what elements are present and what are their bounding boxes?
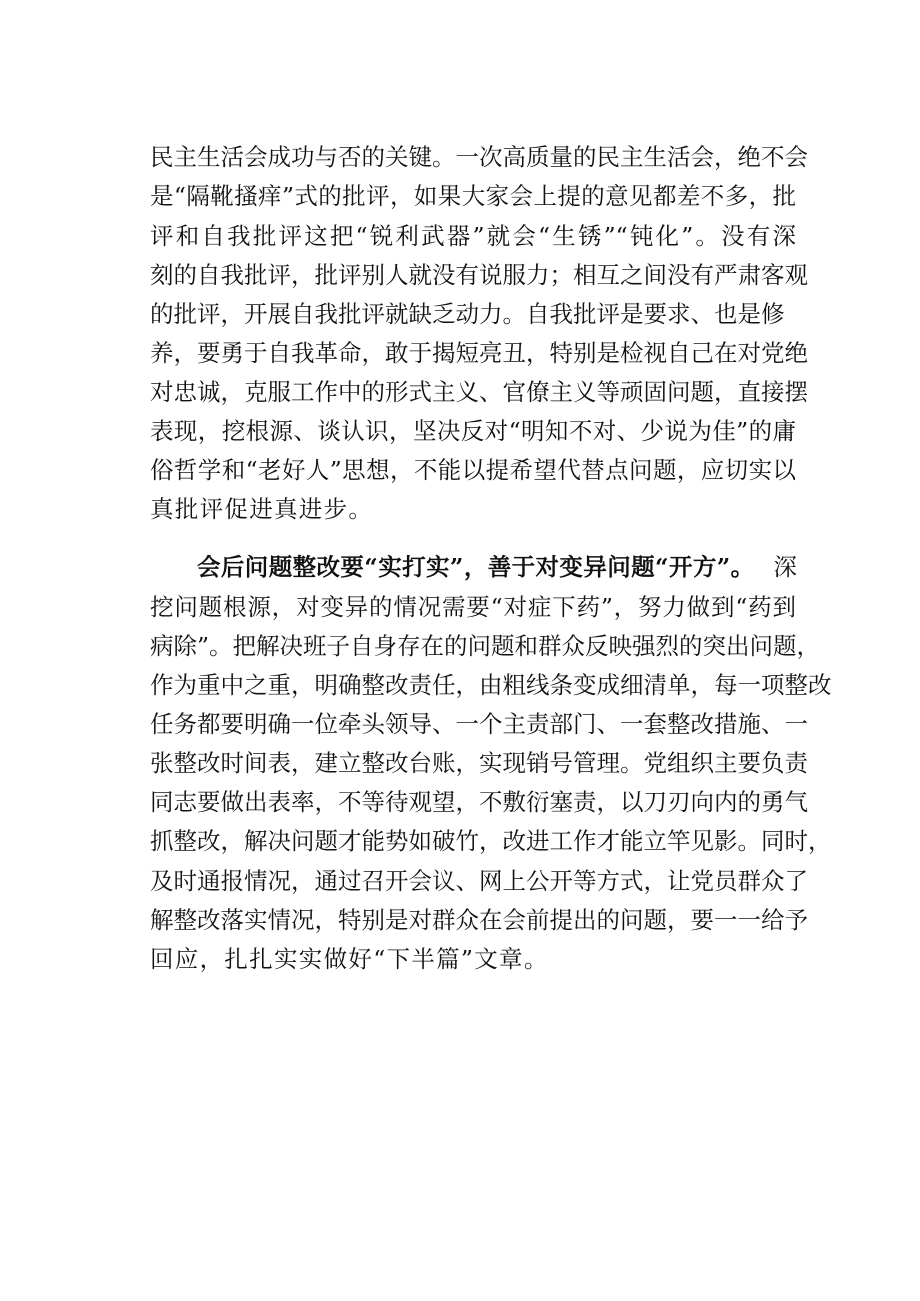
- text-line: 张整改时间表，建立整改台账，实现销号管理。党组织主要负责: [150, 749, 808, 777]
- text-line: 回应，扎扎实实做好“下半篇”文章。: [150, 945, 549, 973]
- text-line: 同志要做出表率，不等待观望，不敷衍塞责，以刀刃向内的勇气: [150, 788, 808, 816]
- text-fragment: 深: [773, 553, 797, 581]
- text-line: 抓整改，解决问题才能势如破竹，改进工作才能立竿见影。同时，: [150, 827, 832, 855]
- paragraph-heading: 会后问题整改要“实打实”，善于对变异问题“开方”。: [197, 553, 755, 581]
- text-line: 真批评促进真进步。: [150, 495, 374, 523]
- text-line: 作为重中之重，明确整改责任，由粗线条变成细清单，每一项整改: [150, 671, 832, 699]
- text-line: 刻的自我批评，批评别人就没有说服力；相互之间没有严肃客观: [150, 261, 808, 289]
- text-line: 对忠诚，克服工作中的形式主义、官僚主义等顽固问题，直接摆: [150, 378, 808, 406]
- paragraph-heading-line: [197, 552, 797, 582]
- text-line: 挖问题根源，对变异的情况需要“对症下药”，努力做到“药到: [150, 593, 796, 621]
- text-line: 及时通报情况，通过召开会议、网上公开等方式，让党员群众了: [150, 867, 808, 895]
- text-line: 的批评，开展自我批评就缺乏动力。自我批评是要求、也是修: [150, 300, 785, 328]
- text-line: 病除”。把解决班子自身存在的问题和群众反映强烈的突出问题，: [150, 632, 821, 660]
- text-line: 评和自我批评这把“锐利武器”就会“生锈”“钝化”。没有深: [150, 222, 796, 250]
- text-line: 是“隔靴搔痒”式的批评，如果大家会上提的意见都差不多，批: [150, 182, 796, 210]
- text-line: 任务都要明确一位牵头领导、一个主责部门、一套整改措施、一: [150, 710, 808, 738]
- text-line: 表现，挖根源、谈认识，坚决反对“明知不对、少说为佳”的庸: [150, 417, 796, 445]
- text-line: 养，要勇于自我革命，敢于揭短亮丑，特别是检视自己在对党绝: [150, 339, 808, 367]
- text-line: 民主生活会成功与否的关键。一次高质量的民主生活会，绝不会: [150, 143, 808, 171]
- text-line: 俗哲学和“老好人”思想，不能以提希望代替点问题，应切实以: [150, 456, 796, 484]
- text-line: 解整改落实情况，特别是对群众在会前提出的问题，要一一给予: [150, 906, 808, 934]
